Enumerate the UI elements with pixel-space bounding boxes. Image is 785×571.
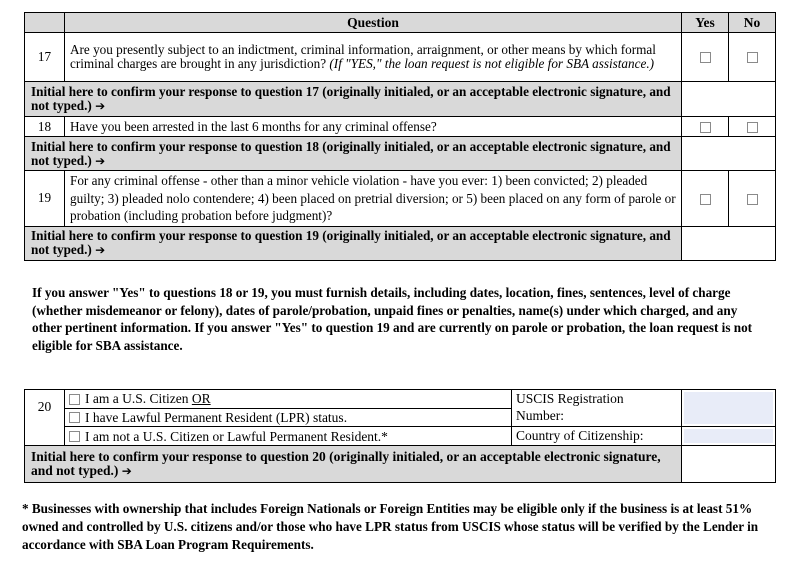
option-not-citizen[interactable]: [65, 427, 512, 446]
initial-text: Initial here to confirm your response to question 18 (originally initialed, or an acceptable electronic signature, and not typed.): [31, 138, 671, 168]
no-header: No: [729, 13, 776, 33]
citizenship-table: [24, 389, 776, 483]
option-citizen-label: I am a U.S. Citizen: [85, 391, 189, 407]
citizenship-row: [25, 390, 776, 409]
option-not-label: I am not a U.S. Citizen or Lawful Permanent Resident.*: [85, 428, 388, 444]
yes-checkbox[interactable]: [700, 194, 711, 205]
initial-field[interactable]: [682, 137, 776, 171]
question-text: [65, 171, 682, 227]
option-lpr[interactable]: [65, 408, 512, 427]
arrow-icon: ➔: [121, 464, 132, 478]
yes-header: Yes: [682, 13, 729, 33]
question-text: [65, 117, 682, 137]
no-checkbox[interactable]: [747, 52, 758, 63]
question-text-main: Are you presently subject to an indictment, criminal information, arraignment, or other means by which formal criminal charges are brought in any jurisdiction?: [70, 42, 656, 71]
initial-label: [25, 446, 682, 483]
no-checkbox-cell: [729, 33, 776, 82]
initial-label: [25, 226, 682, 260]
initial-field[interactable]: [682, 82, 776, 117]
initial-text: Initial here to confirm your response to question 20 (originally initialed, or an acceptable electronic signature, and not typed.): [31, 449, 661, 478]
citizenship-row: [25, 427, 776, 446]
initial-field[interactable]: [682, 446, 776, 483]
question-row-19: [25, 171, 776, 227]
no-checkbox-cell: [729, 117, 776, 137]
questions-table: [24, 12, 776, 261]
question-number: 19: [25, 171, 65, 227]
lpr-checkbox[interactable]: [69, 412, 80, 423]
country-field[interactable]: [682, 427, 776, 446]
uscis-label-line1: USCIS Registration: [516, 391, 624, 406]
number-header: [25, 13, 65, 33]
initial-field[interactable]: [682, 226, 776, 260]
initial-label: [25, 82, 682, 117]
no-checkbox[interactable]: [747, 122, 758, 133]
yes-checkbox-cell: [682, 117, 729, 137]
not-citizen-checkbox[interactable]: [69, 431, 80, 442]
question-row-17: [25, 33, 776, 82]
criminal-details-note: If you answer "Yes" to questions 18 or 19, you must furnish details, including dates, location, fines, sentences, level of charge (whether misdemeanor or felony), dates of parole/probation, unpaid fines or penalties, name(s) under which charged, and any other pertinent information. If you answer "Yes" to question 19 and are currently on parole or probation, the loan request is not eligible for SBA assistance.: [32, 285, 753, 353]
question-text: [65, 33, 682, 82]
initial-row-20: [25, 446, 776, 483]
initial-row-18: [25, 137, 776, 171]
question-number-text: 20: [37, 399, 52, 414]
arrow-icon: ➔: [95, 243, 106, 257]
no-checkbox[interactable]: [747, 194, 758, 205]
initial-text: Initial here to confirm your response to question 19 (originally initialed, or an acceptable electronic signature, and not typed.): [31, 228, 671, 257]
question-text-main: Have you been arrested in the last 6 months for any criminal offense?: [70, 118, 437, 134]
citizen-checkbox[interactable]: [69, 394, 80, 405]
no-checkbox-cell: [729, 171, 776, 227]
question-header: Question: [65, 13, 682, 33]
question-note: (If "YES," the loan request is not eligible for SBA assistance.): [329, 56, 655, 71]
table-header-row: [25, 13, 776, 33]
arrow-icon: ➔: [95, 153, 106, 168]
uscis-number-field[interactable]: [682, 390, 776, 427]
footnote: * Businesses with ownership that includes Foreign Nationals or Foreign Entities may be eligible only if the business is at least 51% owned and controlled by U.S. citizens and/or those who have LPR status from USCIS whose status will be verified by the Lender in accordance with SBA Loan Program Requirements.: [22, 501, 759, 552]
initial-text: Initial here to confirm your response to question 17 (originally initialed, or an acceptable electronic signature, and not typed.): [31, 84, 671, 113]
yes-checkbox-cell: [682, 33, 729, 82]
option-lpr-label: I have Lawful Permanent Resident (LPR) status.: [85, 409, 348, 425]
question-number: 17: [25, 33, 65, 82]
question-text-main: For any criminal offense - other than a minor vehicle violation - have you ever: 1) been convicted; 2) pleaded guilty; 3) pleaded nolo contendere; 4) been placed on pretrial diversion; or 5) been placed on any form of parole or probation (including probation before judgment)?: [70, 173, 676, 223]
yes-checkbox-cell: [682, 171, 729, 227]
option-citizen[interactable]: [65, 390, 512, 409]
uscis-label-line2: Number:: [516, 408, 564, 423]
initial-row-19: [25, 226, 776, 260]
uscis-label: [512, 390, 682, 427]
yes-checkbox[interactable]: [700, 122, 711, 133]
yes-checkbox[interactable]: [700, 52, 711, 63]
question-number: 18: [25, 117, 65, 137]
or-label: OR: [191, 391, 211, 407]
initial-row-17: [25, 82, 776, 117]
country-label: Country of Citizenship:: [512, 427, 682, 446]
country-input[interactable]: [684, 429, 773, 443]
question-row-18: [25, 117, 776, 137]
question-number: [25, 390, 65, 446]
uscis-number-input[interactable]: [684, 392, 773, 424]
initial-label: [25, 137, 682, 171]
arrow-icon: ➔: [95, 99, 106, 113]
